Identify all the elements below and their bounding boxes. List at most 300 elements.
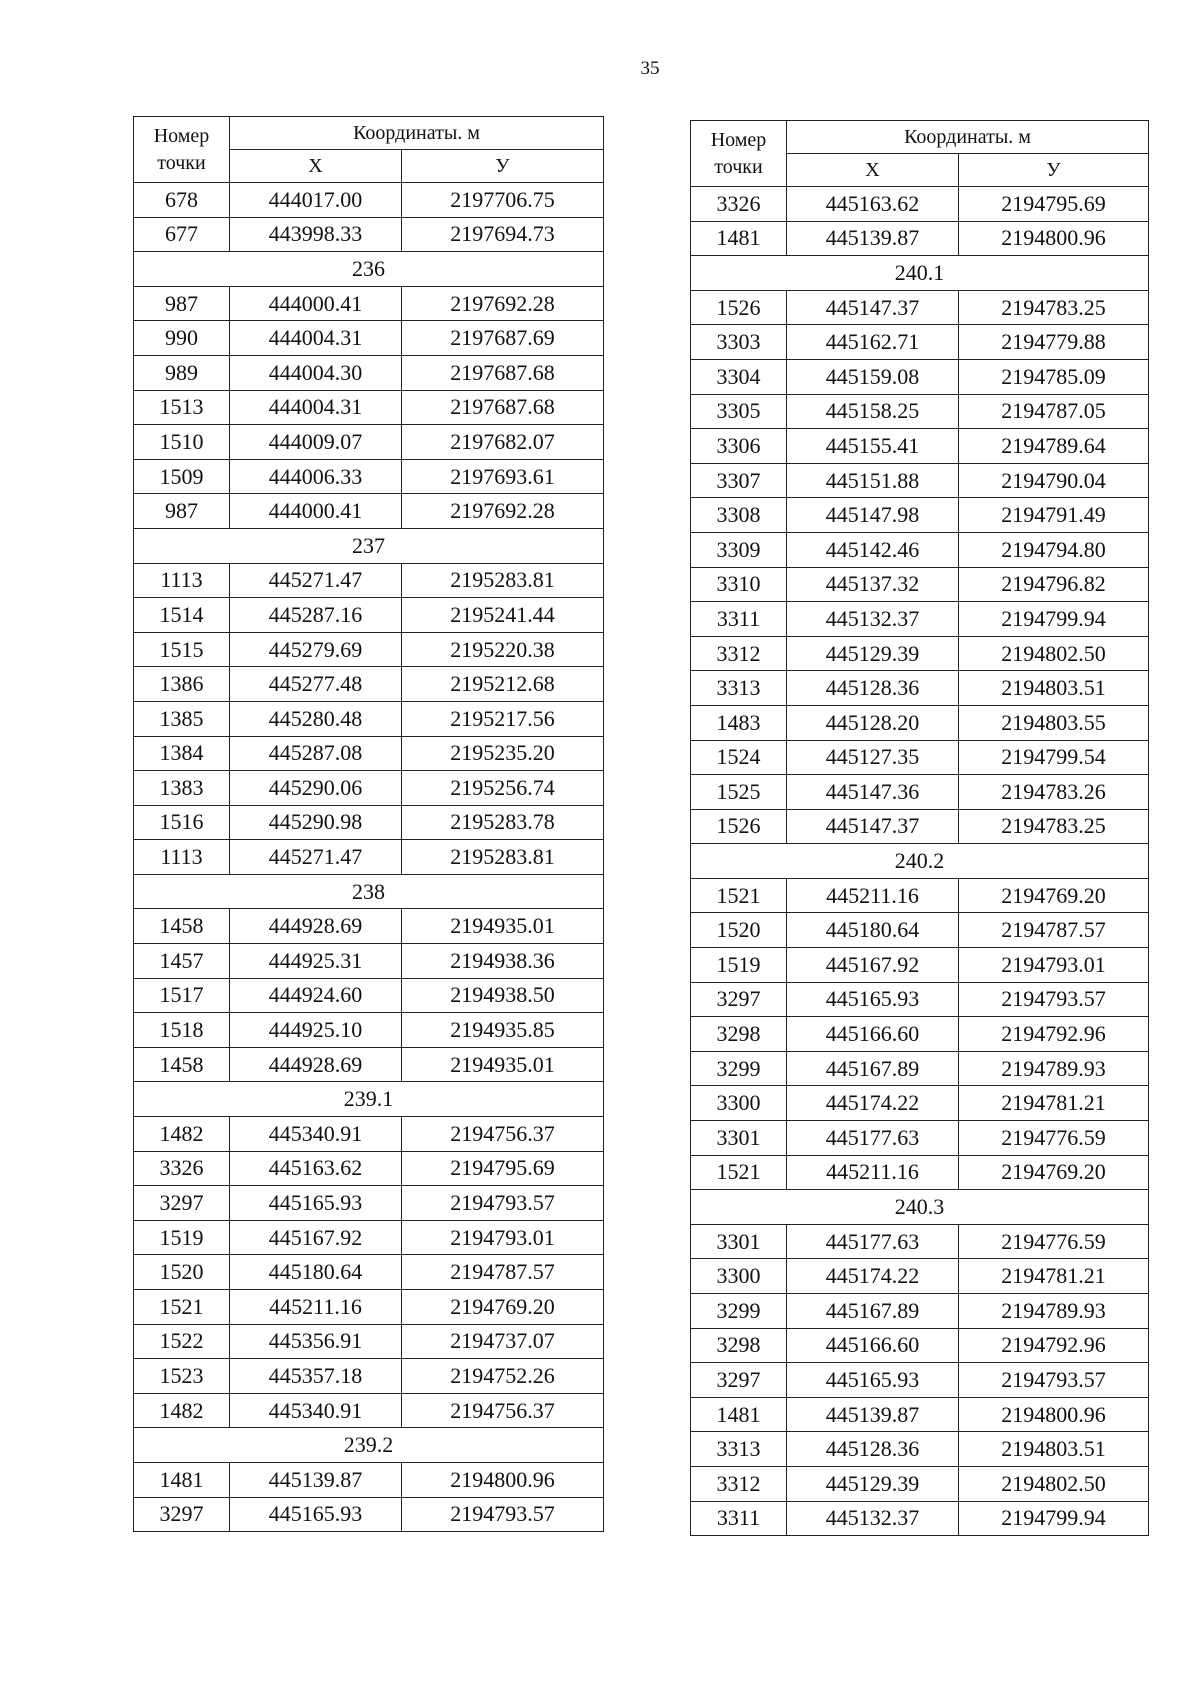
y-coordinate-cell: 2194791.49	[959, 498, 1149, 533]
x-coordinate-cell: 445159.08	[787, 359, 959, 394]
y-coordinate-cell: 2194793.57	[402, 1186, 604, 1221]
y-coordinate-cell: 2194803.51	[959, 671, 1149, 706]
point-number-cell: 3311	[691, 602, 787, 637]
x-coordinate-cell: 445356.91	[230, 1324, 402, 1359]
point-number-cell: 1517	[134, 978, 230, 1013]
point-number-cell: 3306	[691, 429, 787, 464]
x-coordinate-cell: 445174.22	[787, 1086, 959, 1121]
table-row	[691, 567, 1149, 602]
x-coordinate-cell: 445132.37	[787, 602, 959, 637]
x-coordinate-cell: 444928.69	[230, 1047, 402, 1082]
table-row	[691, 1432, 1149, 1467]
table-row	[134, 563, 604, 598]
table-row	[691, 1086, 1149, 1121]
point-number-cell: 989	[134, 355, 230, 390]
table-row	[134, 805, 604, 840]
table-row	[134, 1393, 604, 1428]
point-number-cell: 3297	[134, 1497, 230, 1532]
table-row	[691, 429, 1149, 464]
table-row	[691, 498, 1149, 533]
section-row	[134, 528, 604, 563]
table-row	[691, 325, 1149, 360]
section-label: 236	[134, 252, 604, 287]
y-coordinate-cell: 2194779.88	[959, 325, 1149, 360]
point-number-cell: 3300	[691, 1086, 787, 1121]
x-coordinate-cell: 444925.31	[230, 944, 402, 979]
table-row	[134, 1324, 604, 1359]
table-row	[691, 1121, 1149, 1156]
y-coordinate-cell: 2197687.68	[402, 390, 604, 425]
x-coordinate-cell: 445166.60	[787, 1017, 959, 1052]
x-coordinate-cell: 445180.64	[787, 913, 959, 948]
x-coordinate-cell: 445147.98	[787, 498, 959, 533]
table-row	[134, 1013, 604, 1048]
table-row	[134, 1462, 604, 1497]
point-number-cell: 1384	[134, 736, 230, 771]
point-number-cell: 3312	[691, 636, 787, 671]
table-row	[691, 1294, 1149, 1329]
y-coordinate-cell: 2194803.51	[959, 1432, 1149, 1467]
x-coordinate-cell: 445177.63	[787, 1224, 959, 1259]
y-coordinate-cell: 2194794.80	[959, 532, 1149, 567]
point-number-cell: 987	[134, 286, 230, 321]
y-coordinate-cell: 2194789.64	[959, 429, 1149, 464]
table-row	[134, 736, 604, 771]
section-row	[691, 1190, 1149, 1225]
point-number-cell: 678	[134, 183, 230, 218]
table-row	[691, 359, 1149, 394]
x-coordinate-cell: 445147.37	[787, 809, 959, 844]
y-coordinate-cell: 2194781.21	[959, 1086, 1149, 1121]
table-row	[691, 809, 1149, 844]
x-coordinate-cell: 444004.31	[230, 321, 402, 356]
table-row	[691, 878, 1149, 913]
y-coordinate-cell: 2194792.96	[959, 1017, 1149, 1052]
table-row	[134, 494, 604, 529]
y-coordinate-cell: 2194793.57	[402, 1497, 604, 1532]
point-number-cell: 3297	[691, 1363, 787, 1398]
y-coordinate-cell: 2194795.69	[402, 1151, 604, 1186]
y-coordinate-cell: 2195241.44	[402, 598, 604, 633]
point-number-cell: 1481	[691, 1397, 787, 1432]
table-row	[134, 667, 604, 702]
x-coordinate-cell: 445279.69	[230, 632, 402, 667]
x-coordinate-cell: 444004.31	[230, 390, 402, 425]
coordinates-header: Координаты. м	[230, 117, 604, 150]
point-number-cell: 1514	[134, 598, 230, 633]
point-number-cell: 1385	[134, 701, 230, 736]
y-coordinate-cell: 2194793.01	[402, 1220, 604, 1255]
table-row	[134, 598, 604, 633]
y-coordinate-cell: 2194803.55	[959, 705, 1149, 740]
x-coordinate-cell: 444006.33	[230, 459, 402, 494]
point-number-cell: 1509	[134, 459, 230, 494]
y-coordinate-cell: 2195217.56	[402, 701, 604, 736]
point-number-cell: 1521	[691, 1155, 787, 1190]
y-coordinate-cell: 2194752.26	[402, 1359, 604, 1394]
y-coordinate-cell: 2194938.36	[402, 944, 604, 979]
point-number-cell: 1383	[134, 771, 230, 806]
section-row	[134, 874, 604, 909]
x-coordinate-cell: 444017.00	[230, 183, 402, 218]
point-number-cell: 1113	[134, 840, 230, 875]
point-number-cell: 3301	[691, 1224, 787, 1259]
point-number-cell: 3300	[691, 1259, 787, 1294]
y-coordinate-cell: 2197687.69	[402, 321, 604, 356]
point-number-cell: 3297	[134, 1186, 230, 1221]
point-number-cell: 3305	[691, 394, 787, 429]
x-coordinate-cell: 445277.48	[230, 667, 402, 702]
point-number-cell: 1510	[134, 425, 230, 460]
table-row	[134, 771, 604, 806]
section-label: 240.1	[691, 256, 1149, 291]
y-coordinate-cell: 2194783.25	[959, 809, 1149, 844]
point-number-cell: 1519	[691, 948, 787, 983]
table-row	[134, 944, 604, 979]
point-number-cell: 3304	[691, 359, 787, 394]
point-number-cell: 1526	[691, 290, 787, 325]
table-row	[134, 1186, 604, 1221]
x-coordinate-cell: 445271.47	[230, 840, 402, 875]
x-coordinate-cell: 445147.36	[787, 775, 959, 810]
point-number-cell: 1481	[691, 221, 787, 256]
table-row	[134, 632, 604, 667]
table-body	[691, 187, 1149, 1536]
table-row	[691, 1017, 1149, 1052]
table-row	[691, 1259, 1149, 1294]
x-coordinate-cell: 445137.32	[787, 567, 959, 602]
point-number-cell: 1482	[134, 1393, 230, 1428]
y-coordinate-cell: 2195212.68	[402, 667, 604, 702]
y-coordinate-cell: 2194799.54	[959, 740, 1149, 775]
section-label: 237	[134, 528, 604, 563]
point-number-cell: 1113	[134, 563, 230, 598]
table-row	[691, 1363, 1149, 1398]
y-coordinate-cell: 2194783.25	[959, 290, 1149, 325]
x-coordinate-cell: 445151.88	[787, 463, 959, 498]
table-row	[134, 286, 604, 321]
table-row	[691, 463, 1149, 498]
x-coordinate-cell: 445129.39	[787, 1466, 959, 1501]
x-header: X	[787, 154, 959, 187]
y-coordinate-cell: 2195283.78	[402, 805, 604, 840]
y-coordinate-cell: 2194737.07	[402, 1324, 604, 1359]
x-coordinate-cell: 445132.37	[787, 1501, 959, 1536]
table-row	[134, 217, 604, 252]
table-row	[134, 1359, 604, 1394]
point-number-cell: 3297	[691, 982, 787, 1017]
page-number: 35	[640, 58, 660, 79]
coordinates-table-right	[690, 120, 1149, 1536]
x-coordinate-cell: 445290.98	[230, 805, 402, 840]
table-row	[134, 840, 604, 875]
point-number-cell: 3326	[691, 187, 787, 222]
point-number-cell: 3313	[691, 1432, 787, 1467]
point-number-cell: 1516	[134, 805, 230, 840]
y-coordinate-cell: 2195283.81	[402, 840, 604, 875]
x-coordinate-cell: 445165.93	[787, 1363, 959, 1398]
table-row	[134, 1497, 604, 1532]
x-coordinate-cell: 444004.30	[230, 355, 402, 390]
y-coordinate-cell: 2194776.59	[959, 1224, 1149, 1259]
section-label: 238	[134, 874, 604, 909]
point-number-cell: 1521	[691, 878, 787, 913]
y-coordinate-cell: 2194938.50	[402, 978, 604, 1013]
y-coordinate-cell: 2194935.85	[402, 1013, 604, 1048]
y-coordinate-cell: 2194789.93	[959, 1294, 1149, 1329]
y-coordinate-cell: 2194787.57	[959, 913, 1149, 948]
table-row	[134, 701, 604, 736]
point-number-cell: 1523	[134, 1359, 230, 1394]
y-coordinate-cell: 2197694.73	[402, 217, 604, 252]
x-coordinate-cell: 445139.87	[230, 1462, 402, 1497]
table-row	[134, 1220, 604, 1255]
table-row	[691, 532, 1149, 567]
section-row	[691, 844, 1149, 879]
x-coordinate-cell: 445340.91	[230, 1393, 402, 1428]
point-number-cell: 1525	[691, 775, 787, 810]
x-coordinate-cell: 445167.92	[230, 1220, 402, 1255]
x-coordinate-cell: 445155.41	[787, 429, 959, 464]
x-coordinate-cell: 445211.16	[787, 1155, 959, 1190]
table-row	[691, 636, 1149, 671]
y-coordinate-cell: 2197706.75	[402, 183, 604, 218]
section-label: 239.1	[134, 1082, 604, 1117]
point-number-cell: 3313	[691, 671, 787, 706]
point-number-cell: 1520	[691, 913, 787, 948]
x-coordinate-cell: 444009.07	[230, 425, 402, 460]
x-coordinate-cell: 445128.36	[787, 1432, 959, 1467]
point-number-cell: 1483	[691, 705, 787, 740]
x-coordinate-cell: 445287.16	[230, 598, 402, 633]
point-number-cell: 1518	[134, 1013, 230, 1048]
table-row	[134, 978, 604, 1013]
table-row	[134, 1151, 604, 1186]
table-row	[691, 187, 1149, 222]
x-coordinate-cell: 445357.18	[230, 1359, 402, 1394]
y-coordinate-cell: 2194793.01	[959, 948, 1149, 983]
point-number-cell: 1526	[691, 809, 787, 844]
point-number-cell: 3298	[691, 1017, 787, 1052]
y-coordinate-cell: 2195256.74	[402, 771, 604, 806]
point-number-cell: 1458	[134, 1047, 230, 1082]
x-coordinate-cell: 444925.10	[230, 1013, 402, 1048]
x-coordinate-cell: 445174.22	[787, 1259, 959, 1294]
x-coordinate-cell: 445165.93	[230, 1497, 402, 1532]
point-number-cell: 3309	[691, 532, 787, 567]
y-coordinate-cell: 2197692.28	[402, 286, 604, 321]
point-number-cell: 3326	[134, 1151, 230, 1186]
x-coordinate-cell: 445165.93	[230, 1186, 402, 1221]
point-number-cell: 1458	[134, 909, 230, 944]
x-coordinate-cell: 444000.41	[230, 494, 402, 529]
table-row	[134, 321, 604, 356]
y-coordinate-cell: 2194800.96	[959, 221, 1149, 256]
y-coordinate-cell: 2194785.09	[959, 359, 1149, 394]
point-number-cell: 1521	[134, 1290, 230, 1325]
section-label: 240.3	[691, 1190, 1149, 1225]
table-row	[134, 1047, 604, 1082]
x-coordinate-cell: 445177.63	[787, 1121, 959, 1156]
x-coordinate-cell: 445180.64	[230, 1255, 402, 1290]
point-number-cell: 3303	[691, 325, 787, 360]
x-coordinate-cell: 445340.91	[230, 1117, 402, 1152]
point-number-cell: 1519	[134, 1220, 230, 1255]
y-coordinate-cell: 2194769.20	[959, 1155, 1149, 1190]
x-coordinate-cell: 445158.25	[787, 394, 959, 429]
y-coordinate-cell: 2194796.82	[959, 567, 1149, 602]
y-coordinate-cell: 2194800.96	[959, 1397, 1149, 1432]
x-coordinate-cell: 445167.92	[787, 948, 959, 983]
x-coordinate-cell: 445280.48	[230, 701, 402, 736]
point-number-cell: 1457	[134, 944, 230, 979]
y-coordinate-cell: 2195220.38	[402, 632, 604, 667]
table-row	[691, 394, 1149, 429]
point-number-cell: 987	[134, 494, 230, 529]
x-coordinate-cell: 444924.60	[230, 978, 402, 1013]
point-number-cell: 3298	[691, 1328, 787, 1363]
y-coordinate-cell: 2194793.57	[959, 982, 1149, 1017]
x-coordinate-cell: 445128.36	[787, 671, 959, 706]
y-coordinate-cell: 2195235.20	[402, 736, 604, 771]
point-number-cell: 3312	[691, 1466, 787, 1501]
x-coordinate-cell: 443998.33	[230, 217, 402, 252]
table-row	[134, 1117, 604, 1152]
x-coordinate-cell: 445167.89	[787, 1294, 959, 1329]
y-coordinate-cell: 2195283.81	[402, 563, 604, 598]
x-coordinate-cell: 445167.89	[787, 1051, 959, 1086]
x-coordinate-cell: 445163.62	[787, 187, 959, 222]
point-number-cell: 677	[134, 217, 230, 252]
y-coordinate-cell: 2194789.93	[959, 1051, 1149, 1086]
y-coordinate-cell: 2194787.05	[959, 394, 1149, 429]
table-row	[691, 705, 1149, 740]
y-coordinate-cell: 2194799.94	[959, 1501, 1149, 1536]
x-coordinate-cell: 444000.41	[230, 286, 402, 321]
x-coordinate-cell: 445287.08	[230, 736, 402, 771]
y-coordinate-cell: 2194783.26	[959, 775, 1149, 810]
point-number-cell: 1386	[134, 667, 230, 702]
y-coordinate-cell: 2194800.96	[402, 1462, 604, 1497]
y-coordinate-cell: 2194776.59	[959, 1121, 1149, 1156]
y-coordinate-cell: 2194795.69	[959, 187, 1149, 222]
section-label: 239.2	[134, 1428, 604, 1463]
y-coordinate-cell: 2194802.50	[959, 1466, 1149, 1501]
x-coordinate-cell: 445147.37	[787, 290, 959, 325]
point-number-cell: 3299	[691, 1294, 787, 1329]
y-coordinate-cell: 2194769.20	[402, 1290, 604, 1325]
point-number-cell: 1482	[134, 1117, 230, 1152]
table-row	[134, 459, 604, 494]
section-row	[134, 1082, 604, 1117]
point-number-cell: 1515	[134, 632, 230, 667]
y-coordinate-cell: 2194756.37	[402, 1393, 604, 1428]
table-row	[691, 913, 1149, 948]
y-coordinate-cell: 2197687.68	[402, 355, 604, 390]
coordinates-table-left	[133, 116, 604, 1532]
point-number-cell: 3299	[691, 1051, 787, 1086]
y-coordinate-cell: 2194799.94	[959, 602, 1149, 637]
y-header: У	[402, 150, 604, 183]
x-coordinate-cell: 445166.60	[787, 1328, 959, 1363]
y-coordinate-cell: 2197692.28	[402, 494, 604, 529]
x-coordinate-cell: 445162.71	[787, 325, 959, 360]
y-coordinate-cell: 2197682.07	[402, 425, 604, 460]
point-number-header: Номер точки	[691, 121, 787, 187]
x-coordinate-cell: 445142.46	[787, 532, 959, 567]
x-coordinate-cell: 445139.87	[787, 1397, 959, 1432]
x-coordinate-cell: 445139.87	[787, 221, 959, 256]
coordinates-header: Координаты. м	[787, 121, 1149, 154]
y-coordinate-cell: 2194769.20	[959, 878, 1149, 913]
point-number-cell: 3310	[691, 567, 787, 602]
table-row	[134, 1255, 604, 1290]
x-coordinate-cell: 445129.39	[787, 636, 959, 671]
table-row	[691, 1397, 1149, 1432]
x-coordinate-cell: 445211.16	[230, 1290, 402, 1325]
x-coordinate-cell: 445290.06	[230, 771, 402, 806]
point-number-cell: 3301	[691, 1121, 787, 1156]
y-coordinate-cell: 2194781.21	[959, 1259, 1149, 1294]
table-row	[691, 1155, 1149, 1190]
x-coordinate-cell: 444928.69	[230, 909, 402, 944]
point-number-cell: 1481	[134, 1462, 230, 1497]
y-coordinate-cell: 2197693.61	[402, 459, 604, 494]
y-coordinate-cell: 2194802.50	[959, 636, 1149, 671]
y-coordinate-cell: 2194935.01	[402, 909, 604, 944]
x-coordinate-cell: 445163.62	[230, 1151, 402, 1186]
section-row	[134, 252, 604, 287]
table-row	[691, 221, 1149, 256]
point-number-cell: 3308	[691, 498, 787, 533]
table-row	[691, 1051, 1149, 1086]
table-row	[134, 183, 604, 218]
y-coordinate-cell: 2194756.37	[402, 1117, 604, 1152]
table-body	[134, 183, 604, 1532]
point-number-cell: 1524	[691, 740, 787, 775]
point-number-cell: 3307	[691, 463, 787, 498]
table-row	[134, 355, 604, 390]
x-coordinate-cell: 445271.47	[230, 563, 402, 598]
table-row	[691, 982, 1149, 1017]
table-row	[691, 290, 1149, 325]
point-number-cell: 1522	[134, 1324, 230, 1359]
table-row	[691, 1224, 1149, 1259]
section-row	[134, 1428, 604, 1463]
table-row	[691, 948, 1149, 983]
x-coordinate-cell: 445128.20	[787, 705, 959, 740]
table-row	[691, 671, 1149, 706]
point-number-cell: 1520	[134, 1255, 230, 1290]
y-coordinate-cell: 2194935.01	[402, 1047, 604, 1082]
y-header: У	[959, 154, 1149, 187]
point-number-cell: 3311	[691, 1501, 787, 1536]
section-row	[691, 256, 1149, 291]
table-row	[691, 1466, 1149, 1501]
x-coordinate-cell: 445127.35	[787, 740, 959, 775]
table-row	[691, 1328, 1149, 1363]
point-number-cell: 1513	[134, 390, 230, 425]
table-row	[691, 602, 1149, 637]
table-row	[134, 1290, 604, 1325]
point-number-header: Номер точки	[134, 117, 230, 183]
x-coordinate-cell: 445165.93	[787, 982, 959, 1017]
point-number-cell: 990	[134, 321, 230, 356]
y-coordinate-cell: 2194792.96	[959, 1328, 1149, 1363]
table-row	[691, 740, 1149, 775]
table-row	[691, 1501, 1149, 1536]
table-row	[134, 390, 604, 425]
